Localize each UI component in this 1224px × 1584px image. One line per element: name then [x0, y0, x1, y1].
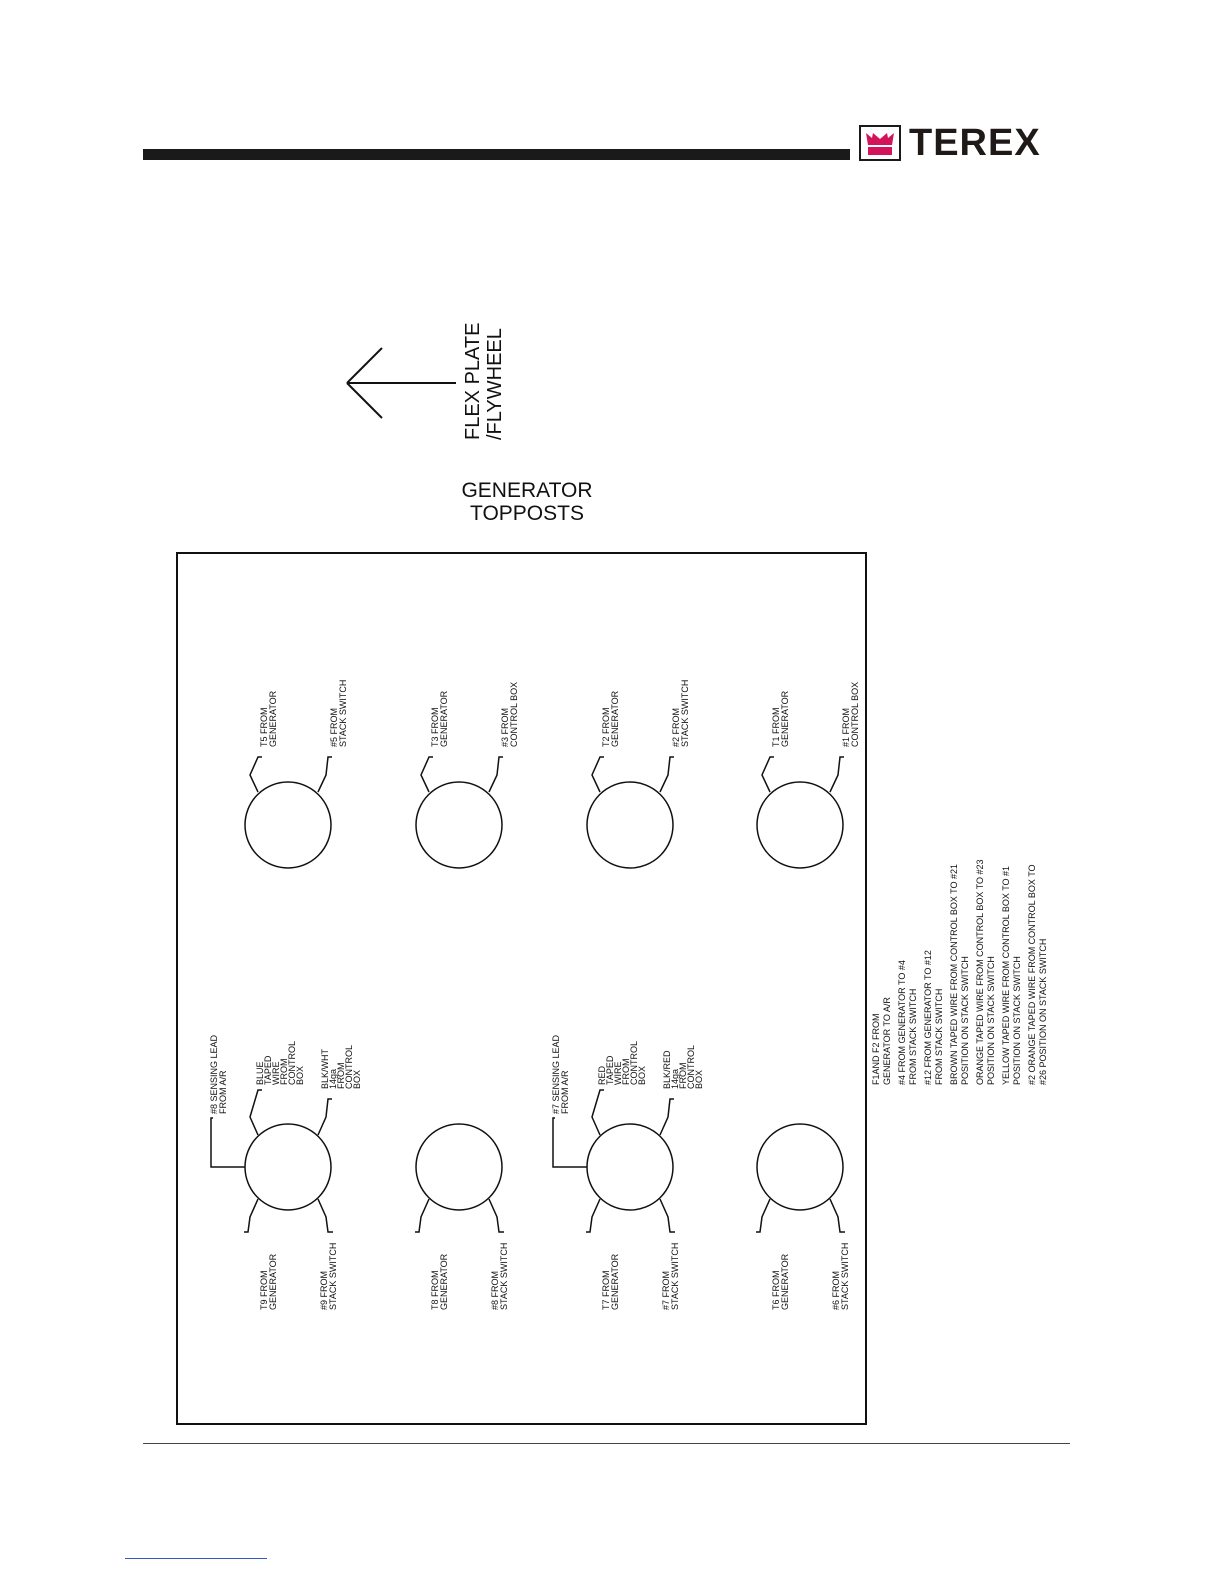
- lead-line: [250, 1090, 262, 1135]
- post-bottom-left-label-line: T8 FROM: [430, 1270, 440, 1310]
- wiring-note-line: GENERATOR TO A/R: [882, 997, 892, 1085]
- post-top-left-label-line: BLUE: [255, 1061, 265, 1085]
- wiring-notes: [871, 859, 1048, 1085]
- lead-line: [592, 757, 604, 792]
- lead-line: [592, 1090, 604, 1135]
- post-bottom-right-label-line: #7 FROM: [661, 1270, 671, 1310]
- lead-line: [830, 1199, 845, 1232]
- post-bottom-right-label: [319, 1243, 338, 1310]
- post-bottom-right-label-line: STACK SWITCH: [328, 1242, 338, 1310]
- lead-line: [250, 757, 262, 792]
- post-top-left-label-line: T1 FROM: [771, 707, 781, 747]
- post-top-right-label: [320, 1045, 362, 1089]
- terminal-post: [245, 1124, 331, 1210]
- post-top-left-label: [771, 690, 790, 747]
- post-top-left-label-line: GENERATOR: [780, 690, 790, 747]
- post-top-left-label-line: TAPED: [263, 1055, 273, 1085]
- post-top-right-label-line: BOX: [352, 1069, 362, 1089]
- wiring-note-line: #4 FROM GENERATOR TO #4: [897, 960, 907, 1085]
- post-top-right-label-line: FROM: [678, 1062, 688, 1089]
- post-top-left-label-line: BOX: [295, 1065, 305, 1085]
- lead-line: [762, 757, 774, 792]
- terminal-board-outline: [177, 553, 866, 1424]
- post-bottom-right-label: [661, 1243, 680, 1310]
- brand-name: TEREX: [909, 122, 1041, 164]
- wiring-note-line: FROM STACK SWITCH: [908, 988, 918, 1085]
- post-top-left-label-line: CONTROL: [287, 1040, 297, 1085]
- post-top-left-label-line: GENERATOR: [610, 690, 620, 747]
- svg-text:FLEX PLATE: FLEX PLATE: [462, 322, 484, 440]
- terminal-post: [587, 782, 673, 868]
- terminal-post: [757, 1124, 843, 1210]
- post-top-right-label-line: #5 FROM: [329, 707, 339, 747]
- post-top-left-label-line: BOX: [637, 1065, 647, 1085]
- post-bottom-right-label: [831, 1243, 850, 1310]
- direction-label: [462, 323, 506, 440]
- post-top-right-label-line: STACK SWITCH: [680, 679, 690, 747]
- post-top-right-label: [671, 680, 690, 747]
- post-bottom-right-label: [490, 1243, 509, 1310]
- sensing-lead-line: [553, 1118, 587, 1167]
- post-top-left-label-line: CONTROL: [629, 1040, 639, 1085]
- post-top-right-label: [841, 682, 860, 747]
- lead-line: [421, 757, 433, 792]
- lead-line: [660, 1099, 674, 1135]
- post-top-right-label-line: BLK/WHT: [320, 1048, 330, 1089]
- lead-line: [489, 757, 503, 792]
- wiring-note-line: POSITION ON STACK SWITCH: [960, 956, 970, 1085]
- post-top-left-label-line: WIRE: [271, 1061, 281, 1085]
- post-bottom-left-label-line: GENERATOR: [268, 1253, 278, 1310]
- sensing-lead-label-line: FROM A/R: [560, 1070, 570, 1114]
- terminal-post: [587, 1124, 673, 1210]
- terminal-post: [416, 782, 502, 868]
- terminal-post: [757, 782, 843, 868]
- diagram-title-line1: GENERATOR: [461, 479, 593, 502]
- lead-line: [318, 1099, 332, 1135]
- post-bottom-right-label-line: STACK SWITCH: [499, 1242, 509, 1310]
- post-top-left-label: [597, 1041, 647, 1085]
- lead-line: [415, 1199, 429, 1232]
- post-bottom-right-label-line: STACK SWITCH: [840, 1242, 850, 1310]
- diagram-title-line2: TOPPOSTS: [470, 502, 584, 525]
- post-top-right-label-line: FROM: [336, 1062, 346, 1089]
- post-top-left-label-line: FROM: [621, 1058, 631, 1085]
- sensing-lead-label-line: #7 SENSING LEAD: [551, 1034, 561, 1114]
- sensing-lead-label: [209, 1034, 228, 1114]
- post-bottom-left-label-line: GENERATOR: [780, 1253, 790, 1310]
- post-top-right-label-line: 14ga: [670, 1068, 680, 1089]
- post-top-right-label-line: BOX: [694, 1069, 704, 1089]
- post-bottom-left-label-line: GENERATOR: [610, 1253, 620, 1310]
- lead-line: [318, 1199, 333, 1232]
- svg-text:/FLYWHEEL: /FLYWHEEL: [484, 328, 506, 440]
- wiring-note-line: #12 FROM GENERATOR TO #12: [923, 950, 933, 1085]
- lead-line: [586, 1199, 600, 1232]
- wiring-note-line: #26 POSITION ON STACK SWITCH: [1038, 938, 1048, 1085]
- post-top-left-label-line: TAPED: [605, 1055, 615, 1085]
- lead-line: [489, 1199, 504, 1232]
- wiring-note-line: ORANGE TAPED WIRE FROM CONTROL BOX TO #23: [975, 859, 985, 1085]
- post-top-right-label: [500, 682, 519, 747]
- lead-line: [756, 1199, 770, 1232]
- lead-line: [660, 1199, 675, 1232]
- post-top-right-label: [329, 680, 348, 747]
- lead-line: [830, 757, 844, 792]
- post-bottom-right-label-line: #8 FROM: [490, 1270, 500, 1310]
- post-top-right-label-line: CONTROL: [344, 1044, 354, 1089]
- wiring-note-line: BROWN TAPED WIRE FROM CONTROL BOX TO #21: [949, 863, 959, 1085]
- wiring-note-line: FROM STACK SWITCH: [934, 988, 944, 1085]
- post-top-left-label-line: T3 FROM: [430, 707, 440, 747]
- post-top-left-label-line: RED: [597, 1065, 607, 1085]
- post-top-left-label: [430, 690, 449, 747]
- lead-line: [244, 1199, 258, 1232]
- post-bottom-left-label: [601, 1253, 620, 1310]
- post-bottom-left-label-line: GENERATOR: [439, 1253, 449, 1310]
- post-bottom-left-label: [430, 1253, 449, 1310]
- sensing-lead-label-line: #8 SENSING LEAD: [209, 1034, 219, 1114]
- post-top-left-label-line: T5 FROM: [259, 707, 269, 747]
- post-top-left-label-line: FROM: [279, 1058, 289, 1085]
- sensing-lead-label-line: FROM A/R: [218, 1070, 228, 1114]
- post-top-right-label-line: 14ga: [328, 1068, 338, 1089]
- post-bottom-left-label: [259, 1253, 278, 1310]
- lead-line: [660, 757, 674, 792]
- post-top-right-label: [662, 1045, 704, 1089]
- post-top-right-label-line: BLK/RED: [662, 1050, 672, 1089]
- direction-arrow: [347, 348, 456, 418]
- post-top-left-label-line: WIRE: [613, 1061, 623, 1085]
- footer-rule: [143, 1443, 1070, 1444]
- post-top-right-label-line: #2 FROM: [671, 707, 681, 747]
- post-bottom-right-label-line: STACK SWITCH: [670, 1242, 680, 1310]
- sensing-lead-label: [551, 1034, 570, 1114]
- terminal-post: [245, 782, 331, 868]
- post-top-left-label: [259, 690, 278, 747]
- wiring-note-line: POSITION ON STACK SWITCH: [1012, 956, 1022, 1085]
- post-top-left-label: [601, 690, 620, 747]
- wiring-note-line: #2 ORANGE TAPED WIRE FROM CONTROL BOX TO: [1027, 864, 1037, 1085]
- post-top-right-label-line: CONTROL BOX: [509, 681, 519, 747]
- post-bottom-left-label-line: T7 FROM: [601, 1270, 611, 1310]
- wiring-note-line: F1AND F2 FROM: [871, 1013, 881, 1085]
- post-bottom-left-label: [771, 1253, 790, 1310]
- post-top-left-label: [255, 1041, 305, 1085]
- lead-line: [318, 757, 332, 792]
- post-top-right-label-line: #3 FROM: [500, 707, 510, 747]
- post-bottom-left-label-line: T6 FROM: [771, 1270, 781, 1310]
- terminal-post: [416, 1124, 502, 1210]
- post-top-right-label-line: #1 FROM: [841, 707, 851, 747]
- wiring-note-line: YELLOW TAPED WIRE FROM CONTROL BOX TO #1: [1001, 865, 1011, 1085]
- post-bottom-right-label-line: #6 FROM: [831, 1270, 841, 1310]
- footer-link-underline: [125, 1558, 267, 1559]
- wiring-note-line: POSITION ON STACK SWITCH: [986, 956, 996, 1085]
- post-top-left-label-line: T2 FROM: [601, 707, 611, 747]
- post-top-left-label-line: GENERATOR: [439, 690, 449, 747]
- post-bottom-right-label-line: #9 FROM: [319, 1270, 329, 1310]
- post-top-right-label-line: CONTROL: [686, 1044, 696, 1089]
- post-top-left-label-line: GENERATOR: [268, 690, 278, 747]
- sensing-lead-line: [211, 1118, 245, 1167]
- post-top-right-label-line: STACK SWITCH: [338, 679, 348, 747]
- post-top-right-label-line: CONTROL BOX: [850, 681, 860, 747]
- post-bottom-left-label-line: T9 FROM: [259, 1270, 269, 1310]
